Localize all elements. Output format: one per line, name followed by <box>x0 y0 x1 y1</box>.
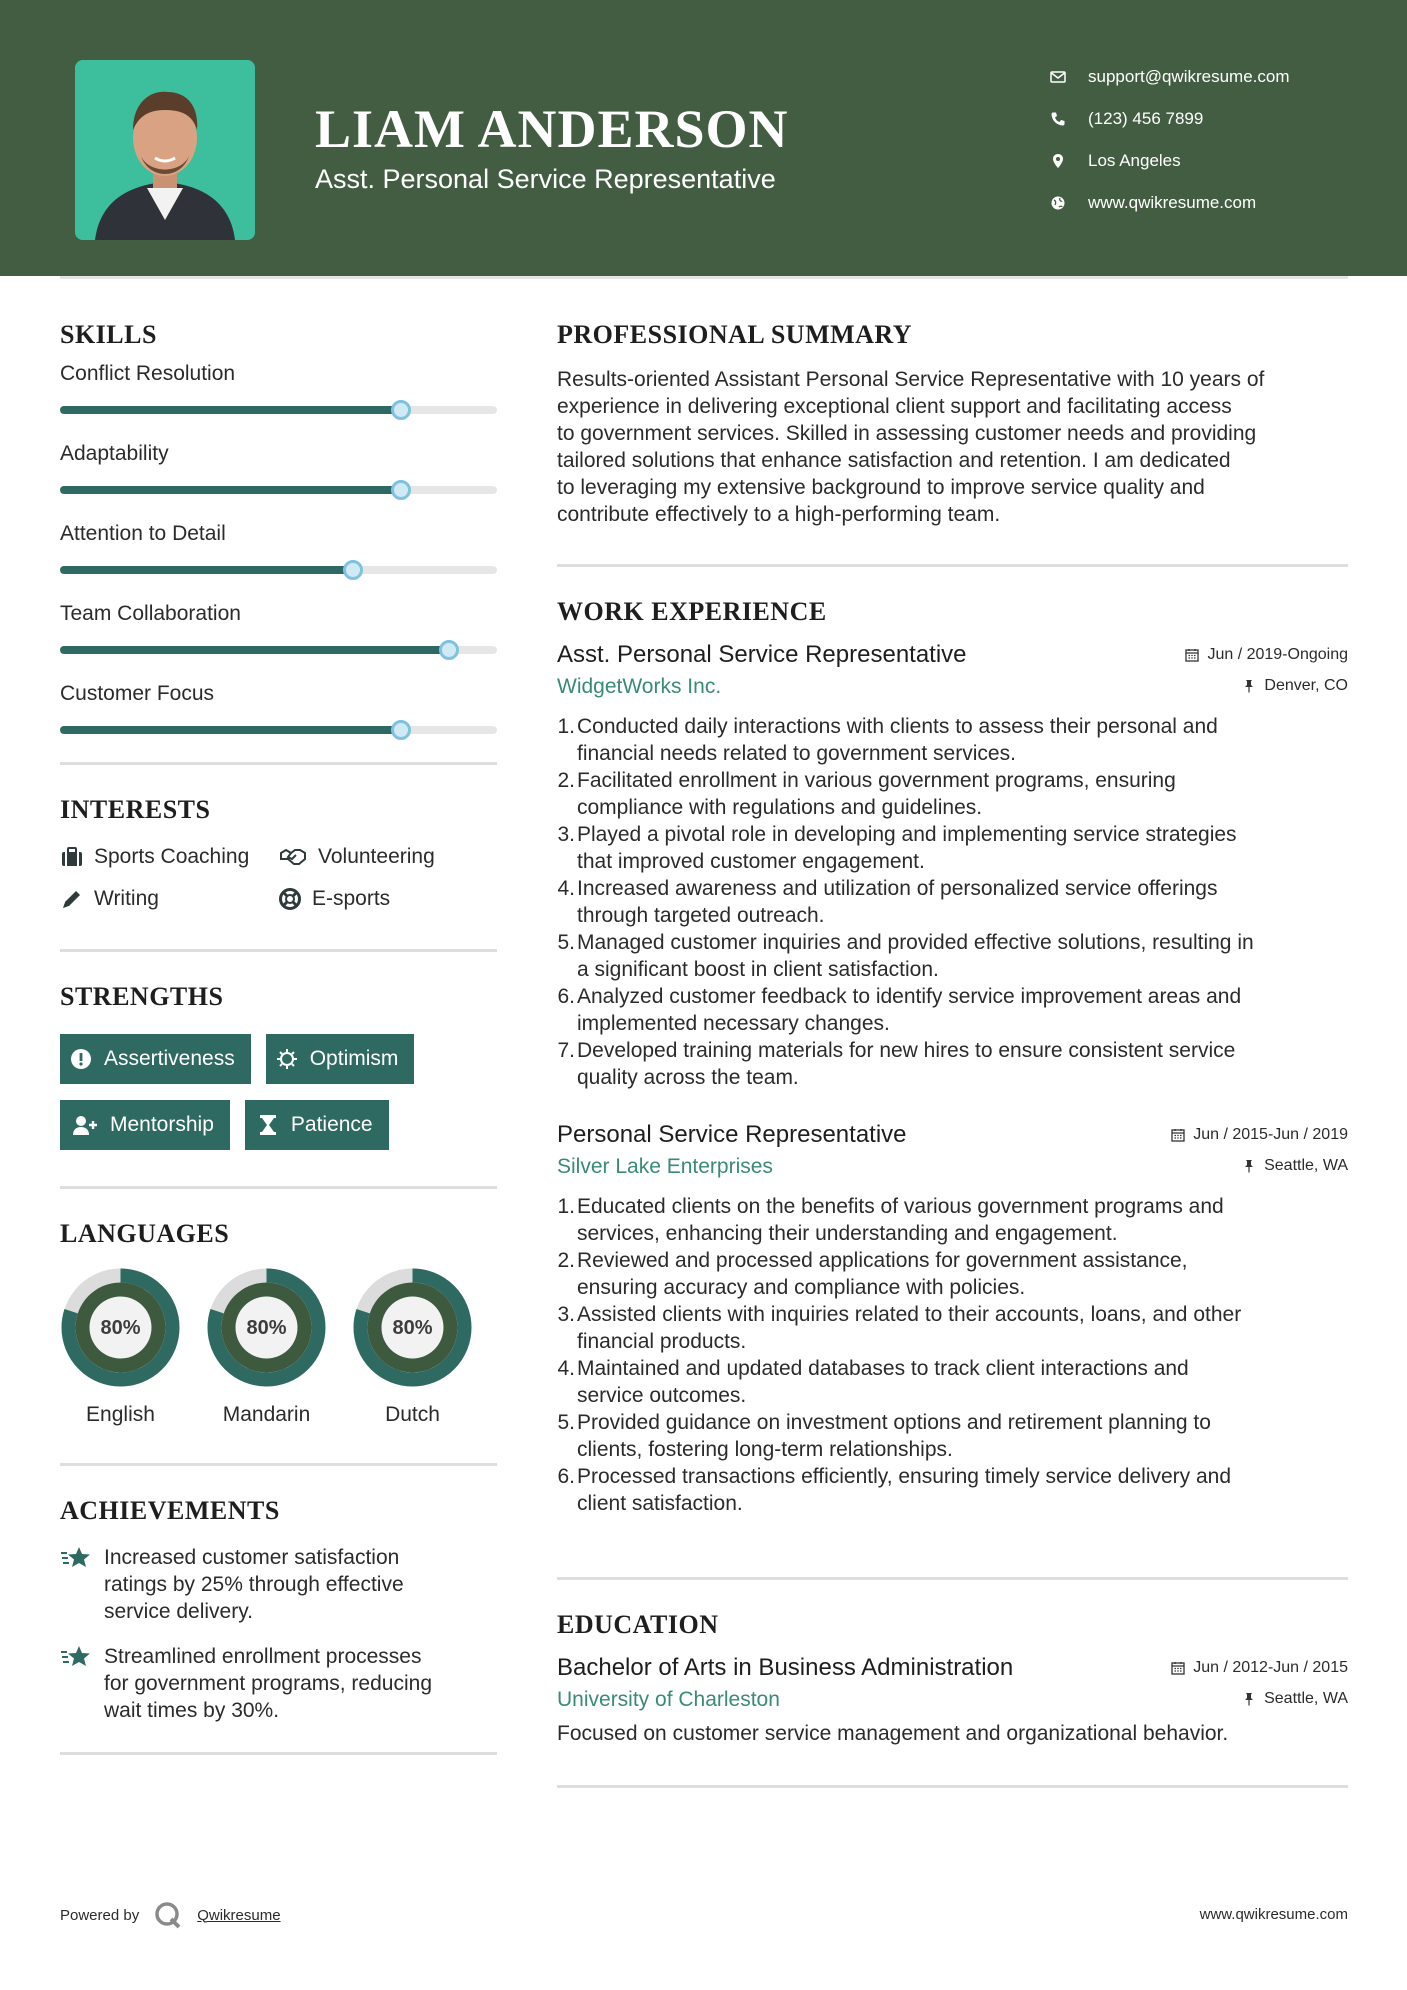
job-points <box>557 713 1348 1091</box>
strength-label: Optimism <box>309 1047 399 1070</box>
skill-bar-fill <box>60 566 353 574</box>
calendar-icon <box>1185 648 1199 662</box>
language-donut <box>206 1267 327 1388</box>
job-date <box>1171 1126 1348 1144</box>
education-location <box>1242 1690 1348 1708</box>
pushpin-icon <box>1242 1692 1256 1706</box>
school-name: University of Charleston <box>557 1688 780 1711</box>
job-entry <box>557 641 1348 1091</box>
skill-item <box>60 362 497 414</box>
candidate-role: Asst. Personal Service Representative <box>315 164 776 194</box>
language-name: English <box>86 1403 155 1426</box>
section-divider <box>60 1463 497 1466</box>
job-date-text: Jun / 2019-Ongoing <box>1207 646 1348 663</box>
language-item <box>352 1267 473 1427</box>
contact-phone[interactable] <box>1050 98 1290 140</box>
list-item: 1. Educated clients on the benefits of various government programs and services, enhancing their understanding and engagement. <box>557 1195 1224 1245</box>
point-line: Processed transactions efficiently, ensuring timely service delivery and <box>577 1465 1232 1488</box>
skill-bar[interactable] <box>60 726 497 734</box>
job-date <box>1185 646 1348 664</box>
section-divider <box>60 1186 497 1189</box>
trophy-star-icon <box>60 1544 94 1572</box>
point-line: ensuring accuracy and compliance with policies. <box>577 1276 1026 1299</box>
point-line: a significant boost in client satisfaction. <box>577 958 939 981</box>
education-subheader <box>557 1688 1348 1712</box>
summary-line: to leveraging my extensive background to improve service quality and <box>557 476 1205 499</box>
map-marker-icon <box>1050 153 1066 169</box>
brand-link[interactable]: Qwikresume <box>197 1906 281 1924</box>
strength-badge <box>60 1100 230 1150</box>
strength-label: Mentorship <box>110 1113 214 1136</box>
point-line: Managed customer inquiries and provided effective solutions, resulting in <box>577 931 1254 954</box>
skill-item <box>60 682 497 734</box>
job-location-text: Denver, CO <box>1264 677 1348 694</box>
education-header <box>557 1654 1348 1682</box>
contact-website-text: www.qwikresume.com <box>1088 193 1257 212</box>
languages-list <box>60 1267 497 1427</box>
user-plus-icon <box>72 1114 98 1136</box>
footer-url[interactable]: www.qwikresume.com <box>1199 1906 1348 1923</box>
company-name: Silver Lake Enterprises <box>557 1155 773 1178</box>
skill-label: Team Collaboration <box>60 602 241 625</box>
achievement-item <box>60 1544 497 1625</box>
point-line: service outcomes. <box>577 1384 747 1407</box>
point-line: compliance with regulations and guidelines. <box>577 796 983 819</box>
briefcase-icon <box>60 845 84 869</box>
job-title: Asst. Personal Service Representative <box>557 641 967 668</box>
list-item: 6. Processed transactions efficiently, ensuring timely service delivery and client satisfaction. <box>557 1465 1232 1515</box>
skill-label: Customer Focus <box>60 682 215 705</box>
list-item: 2. Reviewed and processed applications for government assistance, ensuring accuracy and compliance with policies. <box>557 1249 1188 1299</box>
list-item: 4. Maintained and updated databases to track client interactions and service outcomes. <box>557 1357 1189 1407</box>
right-column <box>557 320 1348 1788</box>
envelope-icon <box>1050 69 1066 85</box>
pencil-icon <box>60 887 84 911</box>
achievement-item <box>60 1643 497 1724</box>
point-line: clients, fostering long-term relationships. <box>577 1438 953 1461</box>
education-title: EDUCATION <box>557 1610 719 1639</box>
list-item: 3. Played a pivotal role in developing and implementing service strategies that improved customer engagement. <box>557 823 1237 873</box>
education-date-text: Jun / 2012-Jun / 2015 <box>1193 1659 1348 1676</box>
point-line: financial products. <box>577 1330 747 1353</box>
skill-bar[interactable] <box>60 406 497 414</box>
phone-icon <box>1050 111 1066 127</box>
skill-bar-knob[interactable] <box>391 480 411 500</box>
pushpin-icon <box>1242 679 1256 693</box>
language-name: Mandarin <box>222 1403 311 1426</box>
degree-title: Bachelor of Arts in Business Administration <box>557 1654 1014 1681</box>
experience-title: WORK EXPERIENCE <box>557 597 827 626</box>
strength-badge <box>60 1034 251 1084</box>
language-percent: 80% <box>392 1317 433 1339</box>
strengths-title: STRENGTHS <box>60 982 224 1011</box>
skill-bar-knob[interactable] <box>391 400 411 420</box>
candidate-name: LIAM ANDERSON <box>315 99 789 159</box>
company-name: WidgetWorks Inc. <box>557 675 722 698</box>
summary-line: to government services. Skilled in assessing customer needs and providing <box>557 422 1257 445</box>
point-line: Played a pivotal role in developing and implementing service strategies <box>577 823 1237 846</box>
summary-line: contribute effectively to a high-performing team. <box>557 503 1001 526</box>
list-item: 3. Assisted clients with inquiries related to their accounts, loans, and other financial products. <box>557 1303 1242 1353</box>
education-description: Focused on customer service management and organizational behavior. <box>557 1722 1229 1745</box>
section-divider <box>60 762 497 765</box>
job-location <box>1242 1157 1348 1175</box>
education-entry <box>557 1654 1348 1747</box>
calendar-icon <box>1171 1128 1185 1142</box>
achievement-text <box>104 1643 432 1724</box>
achievement-line: for government programs, reducing <box>104 1672 432 1695</box>
strength-label: Assertiveness <box>104 1047 235 1070</box>
language-name: Dutch <box>385 1403 440 1426</box>
interest-item <box>278 845 497 869</box>
achievement-line: Streamlined enrollment processes <box>104 1645 422 1668</box>
achievement-line: Increased customer satisfaction <box>104 1546 400 1569</box>
skill-bar-knob[interactable] <box>391 720 411 740</box>
job-location-text: Seattle, WA <box>1264 1157 1348 1174</box>
language-percent: 80% <box>100 1317 141 1339</box>
contact-location <box>1050 140 1290 182</box>
list-item: 5. Provided guidance on investment options and retirement planning to clients, fostering long-term relationships. <box>557 1411 1211 1461</box>
header-divider <box>60 276 1348 279</box>
point-line: through targeted outreach. <box>577 904 825 927</box>
footer-powered-by <box>60 1900 281 1930</box>
section-divider <box>557 1577 1348 1580</box>
language-item <box>60 1267 181 1427</box>
job-date-text: Jun / 2015-Jun / 2019 <box>1193 1126 1348 1143</box>
list-item: 2. Facilitated enrollment in various government programs, ensuring compliance with regulations and guidelines. <box>557 769 1176 819</box>
point-line: Developed training materials for new hires to ensure consistent service <box>577 1039 1236 1062</box>
point-line: Maintained and updated databases to track client interactions and <box>577 1357 1189 1380</box>
qwikresume-logo-icon <box>153 1900 183 1930</box>
pushpin-icon <box>1242 1159 1256 1173</box>
skill-bar-fill <box>60 406 401 414</box>
achievement-line: ratings by 25% through effective <box>104 1573 404 1596</box>
sun-icon <box>276 1048 298 1070</box>
achievement-line: wait times by 30%. <box>104 1699 280 1722</box>
contact-email[interactable] <box>1050 56 1290 98</box>
summary-title: PROFESSIONAL SUMMARY <box>557 320 913 349</box>
section-divider <box>60 1752 497 1755</box>
job-header <box>557 641 1348 669</box>
summary-line: experience in delivering exceptional client support and facilitating access <box>557 395 1232 418</box>
skill-bar-fill <box>60 726 401 734</box>
strength-label: Patience <box>290 1113 373 1136</box>
skills-title: SKILLS <box>60 320 157 349</box>
skill-bar[interactable] <box>60 646 497 654</box>
section-divider <box>60 949 497 952</box>
skill-bar-knob[interactable] <box>343 560 363 580</box>
point-line: client satisfaction. <box>577 1492 743 1515</box>
point-line: financial needs related to government services. <box>577 742 1016 765</box>
job-entry <box>557 1121 1348 1517</box>
exclamation-circle-icon <box>70 1048 92 1070</box>
interest-label: Sports Coaching <box>94 845 250 868</box>
profile-photo <box>75 60 255 240</box>
strength-badge <box>245 1100 389 1150</box>
achievement-text <box>104 1544 404 1625</box>
interest-label: Volunteering <box>318 845 435 868</box>
point-line: implemented necessary changes. <box>577 1012 890 1035</box>
interest-item <box>60 845 278 869</box>
skill-item <box>60 522 497 574</box>
point-line: quality across the team. <box>577 1066 799 1089</box>
education-date <box>1171 1659 1348 1677</box>
summary-line: Results-oriented Assistant Personal Service Representative with 10 years of <box>557 368 1265 391</box>
interests-list <box>60 845 497 911</box>
job-title: Personal Service Representative <box>557 1121 907 1148</box>
contact-phone-text: (123) 456 7899 <box>1088 109 1204 128</box>
hourglass-icon <box>257 1114 279 1136</box>
job-location <box>1242 677 1348 695</box>
point-line: services, enhancing their understanding and engagement. <box>577 1222 1118 1245</box>
language-item <box>206 1267 327 1427</box>
contact-website[interactable] <box>1050 182 1290 224</box>
job-header <box>557 1121 1348 1149</box>
point-line: Facilitated enrollment in various government programs, ensuring <box>577 769 1176 792</box>
skill-item <box>60 602 497 654</box>
education-location-text: Seattle, WA <box>1264 1690 1348 1707</box>
skill-label: Adaptability <box>60 442 169 465</box>
skill-bar[interactable] <box>60 566 497 574</box>
skill-item <box>60 442 497 494</box>
list-item: 6. Analyzed customer feedback to identify service improvement areas and implemented necessary changes. <box>557 985 1242 1035</box>
interest-label: E-sports <box>312 887 391 910</box>
list-item: 1. Conducted daily interactions with clients to assess their personal and financial needs related to government services. <box>557 715 1218 765</box>
section-divider <box>557 564 1348 567</box>
point-line: Conducted daily interactions with clients to assess their personal and <box>577 715 1218 738</box>
left-column <box>60 320 497 1755</box>
list-item: 4. Increased awareness and utilization of personalized service offerings through targeted outreach. <box>557 877 1218 927</box>
interest-label: Writing <box>94 887 159 910</box>
skill-bar-knob[interactable] <box>439 640 459 660</box>
point-line: Educated clients on the benefits of various government programs and <box>577 1195 1224 1218</box>
job-points <box>557 1193 1348 1517</box>
contact-list <box>1050 56 1290 224</box>
life-ring-icon <box>278 887 302 911</box>
list-item: 5. Managed customer inquiries and provided effective solutions, resulting in a significant boost in client satisfaction. <box>557 931 1254 981</box>
point-line: Provided guidance on investment options and retirement planning to <box>577 1411 1211 1434</box>
job-subheader <box>557 1155 1348 1179</box>
skill-label: Attention to Detail <box>60 522 226 545</box>
skill-bar-fill <box>60 646 449 654</box>
point-line: Increased awareness and utilization of personalized service offerings <box>577 877 1218 900</box>
language-donut <box>352 1267 473 1388</box>
strength-badge <box>266 1034 415 1084</box>
interest-item <box>60 887 278 911</box>
contact-location-text: Los Angeles <box>1088 151 1181 170</box>
languages-title: LANGUAGES <box>60 1219 230 1248</box>
handshake-icon <box>278 845 308 869</box>
job-subheader <box>557 675 1348 699</box>
calendar-icon <box>1171 1661 1185 1675</box>
summary-text <box>557 366 1348 528</box>
language-percent: 80% <box>246 1317 287 1339</box>
list-item: 7. Developed training materials for new hires to ensure consistent service quality across the team. <box>557 1039 1236 1089</box>
skill-bar[interactable] <box>60 486 497 494</box>
strengths-list <box>60 1034 497 1150</box>
skills-list <box>60 362 497 734</box>
trophy-star-icon <box>60 1643 94 1671</box>
resume-header <box>0 0 1407 276</box>
section-divider <box>557 1785 1348 1788</box>
skill-label: Conflict Resolution <box>60 362 236 385</box>
point-line: that improved customer engagement. <box>577 850 925 873</box>
skill-bar-fill <box>60 486 401 494</box>
globe-icon <box>1050 195 1066 211</box>
point-line: Reviewed and processed applications for government assistance, <box>577 1249 1188 1272</box>
interests-title: INTERESTS <box>60 795 211 824</box>
achievement-line: service delivery. <box>104 1600 253 1623</box>
language-donut <box>60 1267 181 1388</box>
contact-email-text: support@qwikresume.com <box>1088 67 1290 86</box>
point-line: Assisted clients with inquiries related to their accounts, loans, and other <box>577 1303 1242 1326</box>
summary-line: tailored solutions that enhance satisfaction and retention. I am dedicated <box>557 449 1231 472</box>
powered-by-label: Powered by <box>60 1906 140 1924</box>
achievements-title: ACHIEVEMENTS <box>60 1496 280 1525</box>
profile-photo-illustration <box>75 60 255 240</box>
point-line: Analyzed customer feedback to identify service improvement areas and <box>577 985 1242 1008</box>
interest-item <box>278 887 497 911</box>
